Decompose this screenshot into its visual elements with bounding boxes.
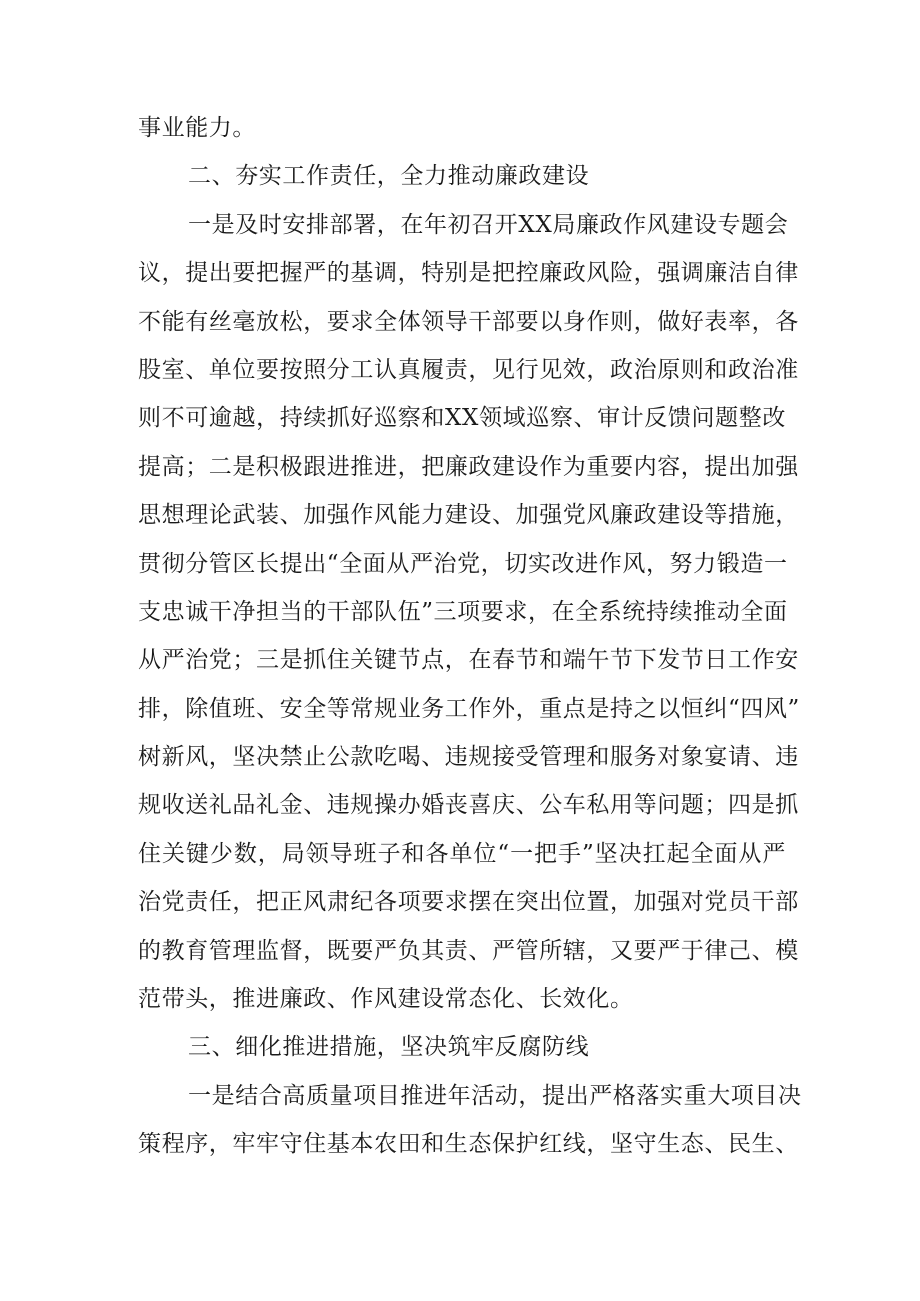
text-line: 贯彻分管区长提出“全面从严治党，切实改进作风，努力锻造一 — [138, 550, 788, 577]
paragraph-first-line: 二、夯实工作责任，全力推动廉政建设 — [188, 163, 590, 190]
text-line: 树新风，坚决禁止公款吃喝、违规接受管理和服务对象宴请、违 — [138, 744, 799, 771]
text-line: 议，提出要把握严的基调，特别是把控廉政风险，强调廉洁自律 — [138, 260, 799, 287]
text-line: 从严治党；三是抓住关键节点，在春节和端午节下发节日工作安 — [138, 647, 799, 674]
text-line: 思想理论武装、加强作风能力建设、加强党风廉政建设等措施， — [138, 502, 799, 529]
text-line: 范带头，推进廉政、作风建设常态化、长效化。 — [138, 986, 634, 1013]
text-line: 事业能力。 — [138, 115, 256, 141]
paragraph-first-line: 三、细化推进措施，坚决筑牢反腐防线 — [188, 1034, 590, 1061]
text-line: 股室、单位要按照分工认真履责，见行见效，政治原则和政治准 — [138, 356, 799, 383]
text-line: 则不可逾越，持续抓好巡察和XX领域巡察、审计反馈问题整改 — [138, 405, 786, 432]
text-line: 策程序，牢牢守住基本农田和生态保护红线，坚守生态、民生、 — [138, 1131, 799, 1158]
text-line: 提高；二是积极跟进推进，把廉政建设作为重要内容，提出加强 — [138, 453, 799, 480]
paragraph-first-line: 一是及时安排部署，在年初召开XX局廉政作风建设专题会 — [188, 211, 789, 238]
text-line: 的教育管理监督，既要严负其责、严管所辖，又要严于律己、模 — [138, 937, 799, 964]
text-line: 不能有丝毫放松，要求全体领导干部要以身作则，做好表率，各 — [138, 308, 799, 335]
paragraph-first-line: 一是结合高质量项目推进年活动，提出严格落实重大项目决 — [188, 1082, 802, 1109]
text-line: 排，除值班、安全等常规业务工作外，重点是持之以恒纠“四风” — [138, 695, 800, 722]
text-line: 支忠诚干净担当的干部队伍”三项要求，在全系统持续推动全面 — [138, 598, 788, 625]
text-line: 规收送礼品礼金、违规操办婚丧喜庆、公车私用等问题；四是抓 — [138, 792, 799, 819]
text-line: 治党责任，把正风肃纪各项要求摆在突出位置，加强对党员干部 — [138, 889, 799, 916]
text-line: 住关键少数，局领导班子和各单位“一把手”坚决扛起全面从严 — [138, 840, 786, 867]
document-body — [138, 104, 802, 1169]
